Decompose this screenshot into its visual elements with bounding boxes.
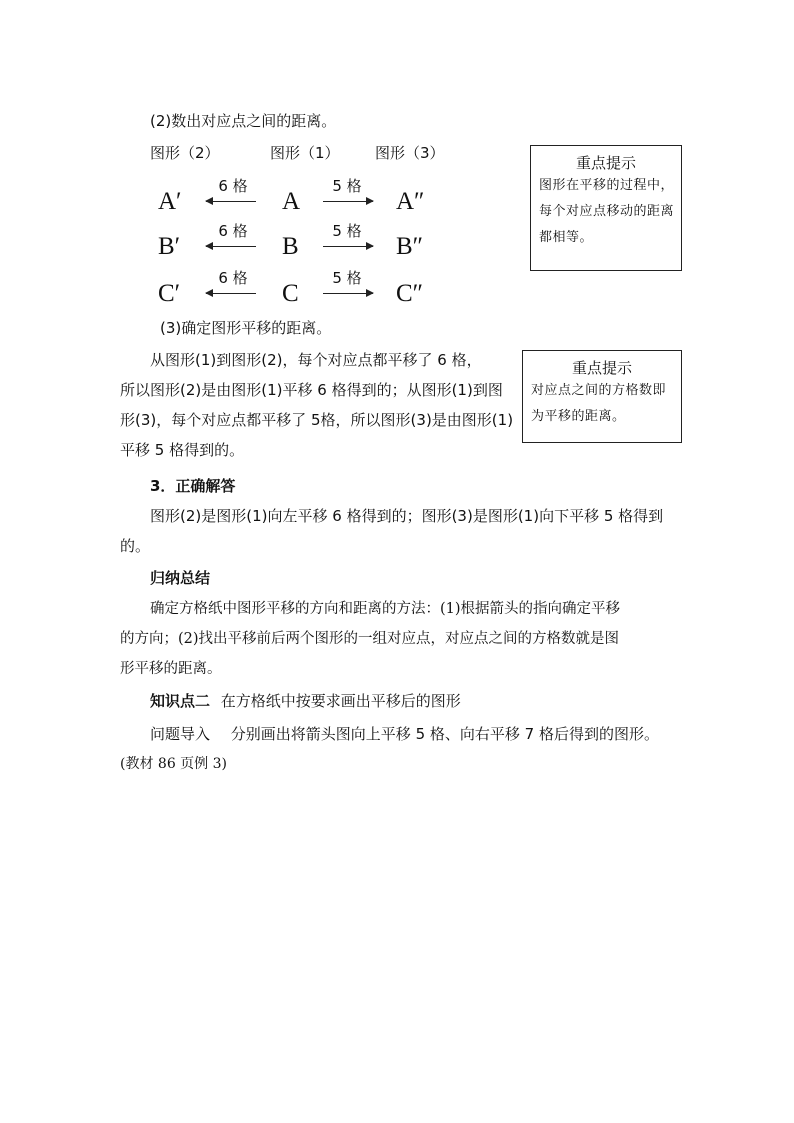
point-c: C: [282, 280, 299, 307]
tip-box-1: [530, 145, 682, 271]
problem-label: 问题导入: [150, 725, 211, 743]
tip-box-title: 重点提示: [571, 359, 632, 377]
paragraph-line: 确定方格纸中图形平移的方向和距离的方法：(1)根据箭头的指向确定平移: [150, 601, 621, 617]
point-c-double-prime: C″: [396, 280, 424, 307]
tip-box-title: 重点提示: [575, 154, 636, 172]
point-a-prime: A′: [158, 188, 182, 215]
paragraph-line: 的方向；(2)找出平移前后两个图形的一组对应点，对应点之间的方格数就是图: [120, 631, 620, 647]
point-b: B: [282, 233, 299, 260]
textbook-reference: (教材 86 页例 3): [120, 756, 227, 772]
summary-heading: 归纳总结: [150, 569, 211, 587]
right-count-label: 5 格: [332, 177, 362, 195]
tip-box-2: [522, 350, 682, 443]
knowledge-point-label: 知识点二: [150, 692, 211, 710]
figure-label-1: 图形（1）: [270, 144, 340, 162]
tip-box-body: 对应点之间的方格数即为平移的距离。: [531, 383, 667, 424]
summary-paragraph: [120, 594, 695, 684]
right-count-label: 5 格: [332, 222, 362, 240]
knowledge-point-title: 在方格纸中按要求画出平移后的图形: [220, 692, 461, 710]
left-count-label: 6 格: [218, 177, 248, 195]
step3-paragraph: [120, 345, 520, 465]
left-count-label: 6 格: [218, 269, 248, 287]
paragraph-line: 从图形(1)到图形(2)，每个对应点都平移了 6 格，: [150, 351, 482, 369]
point-c-prime: C′: [158, 280, 181, 307]
left-arrow: [206, 201, 256, 202]
problem-intro: [150, 724, 659, 744]
right-arrow: [323, 201, 373, 202]
left-arrow: [206, 293, 256, 294]
step3-heading: (3)确定图形平移的距离。: [160, 319, 332, 337]
point-b-double-prime: B″: [396, 233, 424, 260]
point-a-double-prime: A″: [396, 188, 425, 215]
right-arrow: [323, 293, 373, 294]
figure-label-2: 图形（2）: [150, 144, 220, 162]
paragraph-line: 的。: [120, 537, 151, 555]
point-a: A: [282, 188, 301, 215]
knowledge-point-2: [150, 691, 461, 711]
problem-text: 分别画出将箭头图向上平移 5 格、向右平移 7 格后得到的图形。: [230, 725, 659, 743]
left-count-label: 6 格: [218, 222, 248, 240]
paragraph-line: 平移 5 格得到的。: [120, 441, 245, 459]
point-b-prime: B′: [158, 233, 181, 260]
tip-box-body: 图形在平移的过程中，每个对应点移动的距离都相等。: [539, 178, 675, 245]
paragraph-line: 所以图形(2)是由图形(1)平移 6 格得到的；从图形(1)到图: [120, 381, 503, 399]
paragraph-line: 图形(2)是图形(1)向左平移 6 格得到的；图形(3)是图形(1)向下平移 5 格得到: [150, 507, 664, 525]
figure-label-3: 图形（3）: [375, 144, 445, 162]
paragraph-line: 形平移的距离。: [120, 661, 222, 677]
paragraph-line: 形(3)，每个对应点都平移了 5格，所以图形(3)是由图形(1): [120, 411, 514, 429]
right-count-label: 5 格: [332, 269, 362, 287]
section3-paragraph: [120, 501, 700, 561]
section3-heading: 3．正确解答: [150, 477, 236, 495]
right-arrow: [323, 246, 373, 247]
step2-heading: (2)数出对应点之间的距离。: [150, 112, 337, 130]
left-arrow: [206, 246, 256, 247]
